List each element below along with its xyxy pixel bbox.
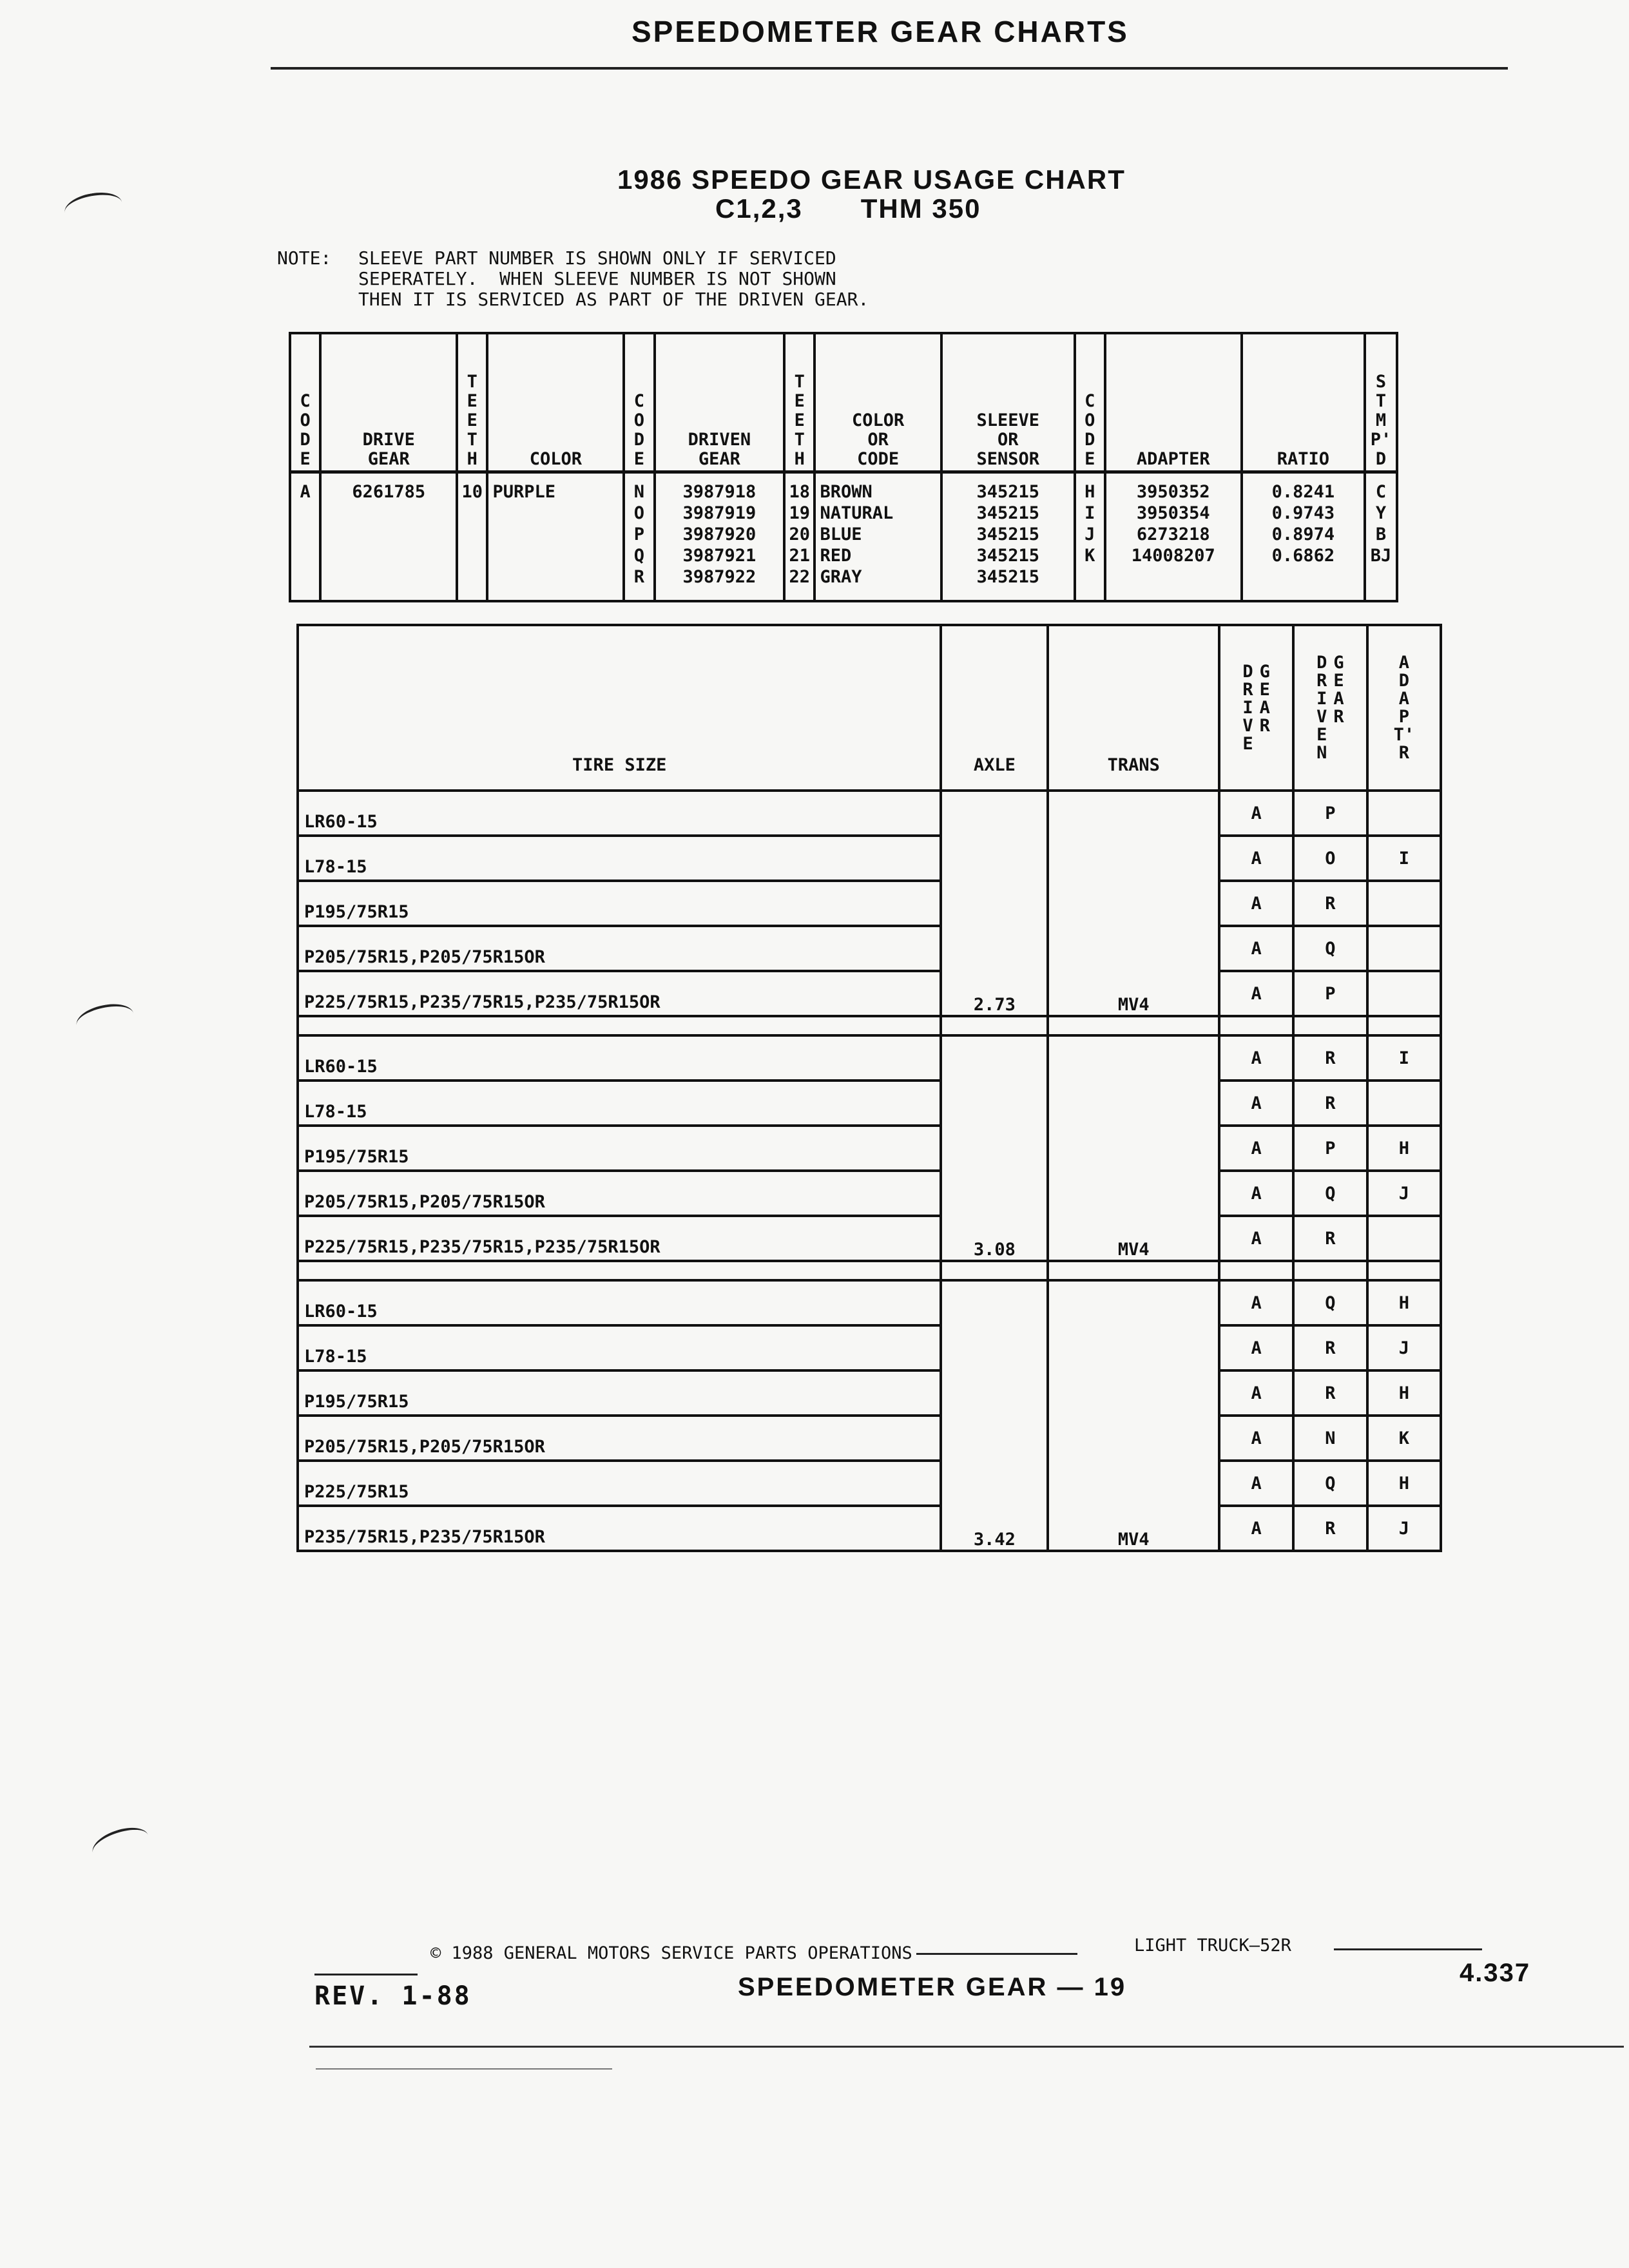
header-letter: E — [633, 449, 645, 469]
drive-gear-cell: A — [1219, 791, 1293, 836]
list-value: B — [1375, 524, 1387, 544]
bottom-rule — [309, 2046, 1624, 2048]
adapter-cell — [1367, 1081, 1441, 1126]
vertical-header-code3 — [1080, 392, 1100, 469]
tire-size-cell: P195/75R15 — [298, 881, 941, 926]
header-teeth — [457, 333, 487, 472]
header-drive-line1: DRIVE — [362, 430, 415, 450]
list-value: 0.8974 — [1271, 524, 1335, 544]
separator-cell — [1048, 1016, 1219, 1035]
adapter-cell: J — [1367, 1506, 1441, 1551]
header-letter: E — [467, 391, 477, 411]
header-stampd — [1365, 333, 1397, 472]
drive-gear-cell: A — [1219, 1081, 1293, 1126]
header-letter: H — [794, 449, 805, 469]
list-value: 345215 — [976, 524, 1039, 544]
list-value: K — [1084, 546, 1095, 566]
stampd-letter: M — [1375, 410, 1387, 430]
list-value: GRAY — [820, 567, 862, 587]
header-coc-line1: COLOR — [852, 410, 905, 430]
header-letter: D — [633, 430, 645, 450]
adapter-codes — [1075, 472, 1105, 602]
stampd-letter: D — [1375, 449, 1387, 469]
drive-teeth: 10 — [457, 472, 487, 602]
header-letter: V — [1242, 715, 1253, 736]
adapter-cell — [1367, 1216, 1441, 1261]
header-trans: TRANS — [1048, 625, 1219, 791]
footer-page-number: 4.337 — [1460, 1959, 1531, 1987]
separator-cell — [1293, 1016, 1367, 1035]
header-drive-gear-vertical — [1219, 625, 1293, 791]
header-letter-column — [1333, 654, 1344, 762]
header-letter-column — [1242, 663, 1253, 753]
header-letter: A — [1398, 688, 1409, 709]
list-value: 21 — [789, 546, 811, 566]
adapter-cell: H — [1367, 1461, 1441, 1506]
header-ratio: RATIO — [1242, 333, 1365, 472]
page-title: SPEEDOMETER GEAR CHARTS — [631, 15, 1129, 48]
list-value: 18 — [789, 482, 811, 502]
header-letter: R — [1333, 706, 1344, 727]
trans-cell: MV4 — [1048, 1035, 1219, 1261]
drive-gear-cell: A — [1219, 1280, 1293, 1325]
trans-cell: MV4 — [1048, 1280, 1219, 1551]
axle-cell: 3.42 — [941, 1280, 1048, 1551]
table-row — [298, 926, 1441, 971]
header-letter: D — [1398, 670, 1409, 691]
tire-size-cell: L78-15 — [298, 1325, 941, 1370]
table-row — [298, 1171, 1441, 1216]
driven-gear-cell: R — [1293, 881, 1367, 926]
tire-size-cell: P205/75R15,P205/75R15OR — [298, 926, 941, 971]
header-driven-line2: GEAR — [698, 449, 740, 469]
header-letter: A — [1259, 697, 1270, 718]
tire-size-cell: P195/75R15 — [298, 1126, 941, 1171]
list-value: 3950352 — [1136, 482, 1210, 502]
header-letter: T — [467, 372, 477, 392]
header-letter: R — [1242, 679, 1253, 700]
driven-gear-cell: R — [1293, 1370, 1367, 1416]
header-letter: T — [794, 430, 805, 450]
list-value: 6273218 — [1136, 524, 1210, 544]
vertical-header-code — [295, 392, 315, 469]
drive-gear-cell: A — [1219, 1126, 1293, 1171]
header-letter: C — [300, 391, 311, 411]
list-value: R — [633, 567, 645, 587]
gear-table-data-row — [290, 472, 1397, 602]
header-letter: E — [1084, 449, 1095, 469]
header-letter: C — [633, 391, 645, 411]
list-value: 20 — [789, 524, 811, 544]
driven-gear-cell: R — [1293, 1325, 1367, 1370]
footer-section: SPEEDOMETER GEAR — 19 — [738, 1973, 1127, 2001]
header-letter: T — [794, 372, 805, 392]
tire-size-cell: P225/75R15 — [298, 1461, 941, 1506]
adapter-cell: J — [1367, 1171, 1441, 1216]
header-letter: O — [300, 410, 311, 430]
header-letter: O — [1084, 410, 1095, 430]
header-letter: R — [1259, 715, 1270, 736]
separator-cell — [298, 1261, 941, 1280]
scan-mark — [88, 1821, 152, 1867]
list-value: I — [1084, 503, 1095, 523]
driven-teeth — [784, 472, 815, 602]
tire-size-cell: LR60-15 — [298, 791, 941, 836]
header-letter: D — [300, 430, 311, 450]
stampd-letter: P' — [1370, 430, 1392, 450]
footer-rule — [1334, 1948, 1482, 1950]
header-letter: V — [1316, 706, 1327, 727]
header-drive-letters — [1222, 663, 1291, 753]
driven-gear-cell: P — [1293, 971, 1367, 1016]
driven-gear-cell: P — [1293, 791, 1367, 836]
drive-color: PURPLE — [487, 472, 624, 602]
header-axle: AXLE — [941, 625, 1048, 791]
table-row — [298, 791, 1441, 836]
list-value: 3987922 — [682, 567, 757, 587]
group-separator — [298, 1016, 1441, 1035]
header-letter: E — [467, 410, 477, 430]
table-row — [298, 971, 1441, 1016]
adapter-stamps — [1365, 472, 1397, 602]
table-row — [298, 1370, 1441, 1416]
tire-size-cell: P205/75R15,P205/75R15OR — [298, 1416, 941, 1461]
header-adapter-vertical — [1367, 625, 1441, 791]
list-value: Y — [1375, 503, 1387, 523]
stampd-letter: S — [1375, 372, 1387, 392]
adapter-cell: I — [1367, 1035, 1441, 1081]
list-value: 345215 — [976, 482, 1039, 502]
scan-mark — [73, 999, 136, 1039]
group-separator — [298, 1261, 1441, 1280]
header-letter: D — [1242, 661, 1253, 682]
gear-usage-table — [289, 332, 1398, 602]
footer-copyright — [430, 1943, 1081, 1963]
table-row — [298, 1035, 1441, 1081]
header-letter-column — [1394, 654, 1415, 762]
note-line: THEN IT IS SERVICED AS PART OF THE DRIVEN GEAR. — [358, 289, 869, 310]
axle-cell: 3.08 — [941, 1035, 1048, 1261]
vertical-header-stampd — [1370, 372, 1392, 469]
note-label: NOTE: — [277, 247, 332, 269]
drive-gear-cell: A — [1219, 1370, 1293, 1416]
drive-code: A — [290, 472, 320, 602]
driven-gear-cell: O — [1293, 836, 1367, 881]
chart-title: 1986 SPEEDO GEAR USAGE CHART — [617, 164, 1126, 195]
drive-gear: 6261785 — [320, 472, 457, 602]
driven-gear-cell: N — [1293, 1416, 1367, 1461]
header-letter: T — [467, 430, 477, 450]
table-row — [298, 1325, 1441, 1370]
separator-cell — [1293, 1261, 1367, 1280]
list-value: 3987921 — [682, 546, 757, 566]
header-adapter: ADAPTER — [1105, 333, 1242, 472]
header-letter: A — [1398, 652, 1409, 673]
drive-gear-cell: A — [1219, 1035, 1293, 1081]
adapter-cell: I — [1367, 836, 1441, 881]
list-value: 3987919 — [682, 503, 757, 523]
adapter-cell — [1367, 926, 1441, 971]
separator-cell — [298, 1016, 941, 1035]
driven-gear-cell: R — [1293, 1035, 1367, 1081]
adapter-cell: J — [1367, 1325, 1441, 1370]
header-letter: D — [1084, 430, 1095, 450]
header-letter: N — [1316, 742, 1327, 763]
trans-cell: MV4 — [1048, 791, 1219, 1016]
vertical-header-teeth2 — [789, 372, 809, 469]
separator-cell — [941, 1016, 1048, 1035]
list-value: RED — [820, 546, 852, 566]
list-value: 0.6862 — [1271, 546, 1335, 566]
table-row — [298, 1506, 1441, 1551]
title-rule — [271, 67, 1508, 70]
header-driven-letters — [1296, 654, 1365, 762]
list-value: 19 — [789, 503, 811, 523]
header-teeth2 — [784, 333, 815, 472]
list-value: 22 — [789, 567, 811, 587]
note-line: SEPERATELY. WHEN SLEEVE NUMBER IS NOT SHOWN — [358, 268, 836, 289]
footer-rule — [314, 1974, 418, 1975]
header-letter: P — [1398, 706, 1409, 727]
header-letter: I — [1242, 697, 1253, 718]
adapter-cell: K — [1367, 1416, 1441, 1461]
driven-gear-cell: Q — [1293, 926, 1367, 971]
table-row — [298, 1216, 1441, 1261]
drive-gear-cell: A — [1219, 1325, 1293, 1370]
tire-size-cell: P225/75R15,P235/75R15,P235/75R15OR — [298, 971, 941, 1016]
header-letter: R — [1398, 742, 1409, 763]
adapter-cell: H — [1367, 1370, 1441, 1416]
drive-gear-cell: A — [1219, 881, 1293, 926]
header-letter-column — [1316, 654, 1327, 762]
list-value: 0.9743 — [1271, 503, 1335, 523]
tire-size-cell: L78-15 — [298, 836, 941, 881]
footer-copyright-text: © 1988 GENERAL MOTORS SERVICE PARTS OPERATIONS — [430, 1943, 912, 1963]
header-sos-line3: SENSOR — [976, 449, 1039, 469]
table-row — [298, 1081, 1441, 1126]
header-letter: E — [794, 391, 805, 411]
table-row — [298, 836, 1441, 881]
header-code2 — [624, 333, 654, 472]
table-row — [298, 1126, 1441, 1171]
axle-cell: 2.73 — [941, 791, 1048, 1016]
list-value: N — [633, 482, 645, 502]
driven-codes — [624, 472, 654, 602]
tire-size-table — [296, 624, 1442, 1552]
header-sos-line2: OR — [997, 430, 1019, 450]
footer-truck: LIGHT TRUCK—52R — [1134, 1936, 1291, 1956]
table-row — [298, 1416, 1441, 1461]
list-value: BROWN — [820, 482, 872, 502]
header-letter: H — [467, 449, 477, 469]
tire-size-cell: P205/75R15,P205/75R15OR — [298, 1171, 941, 1216]
chart-subtitle — [715, 193, 981, 224]
bottom-rule — [316, 2068, 612, 2070]
separator-cell — [941, 1261, 1048, 1280]
header-letter-column — [1260, 663, 1270, 753]
header-letter: A — [1333, 688, 1344, 709]
header-letter: O — [633, 410, 645, 430]
list-value: 3987918 — [682, 482, 757, 502]
header-sleeve-or-sensor — [941, 333, 1075, 472]
adapter-numbers — [1105, 472, 1242, 602]
tire-size-cell: LR60-15 — [298, 1280, 941, 1325]
list-value: J — [1084, 524, 1095, 544]
list-value: 3950354 — [1136, 503, 1210, 523]
chart-subtitle-models: C1,2,3 — [715, 193, 803, 224]
header-letter: E — [1242, 733, 1253, 754]
driven-gear-cell: Q — [1293, 1280, 1367, 1325]
list-value: 345215 — [976, 546, 1039, 566]
driven-colors — [815, 472, 941, 602]
list-value: H — [1084, 482, 1095, 502]
header-letter: D — [1316, 652, 1327, 673]
adapter-cell: H — [1367, 1126, 1441, 1171]
adapter-cell — [1367, 791, 1441, 836]
header-letter: T' — [1393, 724, 1415, 745]
drive-gear-cell: A — [1219, 1216, 1293, 1261]
separator-cell — [1219, 1261, 1293, 1280]
separator-cell — [1367, 1261, 1441, 1280]
tire-size-cell: P195/75R15 — [298, 1370, 941, 1416]
drive-gear-cell: A — [1219, 971, 1293, 1016]
adapter-ratios — [1242, 472, 1365, 602]
header-letter: E — [1333, 670, 1344, 691]
driven-gear-cell: R — [1293, 1506, 1367, 1551]
drive-gear-cell: A — [1219, 1461, 1293, 1506]
separator-cell — [1048, 1261, 1219, 1280]
list-value: BLUE — [820, 524, 862, 544]
list-value: O — [633, 503, 645, 523]
vertical-header-teeth — [462, 372, 482, 469]
vertical-header-code2 — [629, 392, 649, 469]
list-value: C — [1375, 482, 1387, 502]
list-value: P — [633, 524, 645, 544]
header-driven-gear — [655, 333, 785, 472]
separator-cell — [1219, 1016, 1293, 1035]
header-letter: G — [1333, 652, 1344, 673]
footer-rev: REV. 1-88 — [314, 1981, 472, 2011]
drive-gear-cell: A — [1219, 926, 1293, 971]
list-value: Q — [633, 546, 645, 566]
tire-table-header-row — [298, 625, 1441, 791]
tire-size-cell: P225/75R15,P235/75R15,P235/75R15OR — [298, 1216, 941, 1261]
header-sos-line1: SLEEVE — [976, 410, 1039, 430]
driven-sleeves — [941, 472, 1075, 602]
list-value: NATURAL — [820, 503, 894, 523]
header-letter: G — [1259, 661, 1270, 682]
driven-gear-cell: R — [1293, 1081, 1367, 1126]
tire-size-cell: P235/75R15,P235/75R15OR — [298, 1506, 941, 1551]
driven-gear-cell: R — [1293, 1216, 1367, 1261]
header-driven-gear-vertical — [1293, 625, 1367, 791]
drive-gear-cell: A — [1219, 1171, 1293, 1216]
header-color: COLOR — [487, 333, 624, 472]
header-code3 — [1075, 333, 1105, 472]
header-coc-line2: OR — [867, 430, 889, 450]
drive-gear-cell: A — [1219, 836, 1293, 881]
tire-size-cell: LR60-15 — [298, 1035, 941, 1081]
header-letter: I — [1316, 688, 1327, 709]
drive-gear-cell: A — [1219, 1506, 1293, 1551]
header-letter: E — [1259, 679, 1270, 700]
header-color-or-code — [815, 333, 941, 472]
drive-gear-cell: A — [1219, 1416, 1293, 1461]
note-line: SLEEVE PART NUMBER IS SHOWN ONLY IF SERVICED — [358, 247, 836, 269]
header-drive-gear — [320, 333, 457, 472]
header-letter: R — [1316, 670, 1327, 691]
adapter-cell — [1367, 971, 1441, 1016]
list-value: BJ — [1370, 546, 1392, 566]
stampd-letter: T — [1375, 391, 1387, 411]
driven-gear-cell: P — [1293, 1126, 1367, 1171]
header-letter: E — [1316, 724, 1327, 745]
gear-table-header-row — [290, 333, 1397, 472]
header-tire-size: TIRE SIZE — [298, 625, 941, 791]
list-value: 3987920 — [682, 524, 757, 544]
list-value: 14008207 — [1131, 546, 1215, 566]
header-letter: E — [300, 449, 311, 469]
driven-gear-cell: Q — [1293, 1171, 1367, 1216]
scan-mark — [63, 189, 124, 227]
driven-gear-cell: Q — [1293, 1461, 1367, 1506]
table-row — [298, 881, 1441, 926]
separator-cell — [1367, 1016, 1441, 1035]
tire-size-cell: L78-15 — [298, 1081, 941, 1126]
header-letter: E — [794, 410, 805, 430]
adapter-cell: H — [1367, 1280, 1441, 1325]
note — [277, 248, 869, 310]
list-value: 0.8241 — [1271, 482, 1335, 502]
list-value: 345215 — [976, 567, 1039, 587]
header-drive-line2: GEAR — [367, 449, 410, 469]
header-adapter-letters — [1370, 654, 1438, 762]
driven-gears — [655, 472, 785, 602]
list-value: 345215 — [976, 503, 1039, 523]
header-driven-line1: DRIVEN — [688, 430, 751, 450]
tire-table-body — [298, 791, 1441, 1551]
chart-subtitle-trans: THM 350 — [860, 193, 981, 224]
adapter-cell — [1367, 881, 1441, 926]
header-coc-line3: CODE — [857, 449, 900, 469]
header-letter: C — [1084, 391, 1095, 411]
table-row — [298, 1461, 1441, 1506]
table-row — [298, 1280, 1441, 1325]
header-code — [290, 333, 320, 472]
